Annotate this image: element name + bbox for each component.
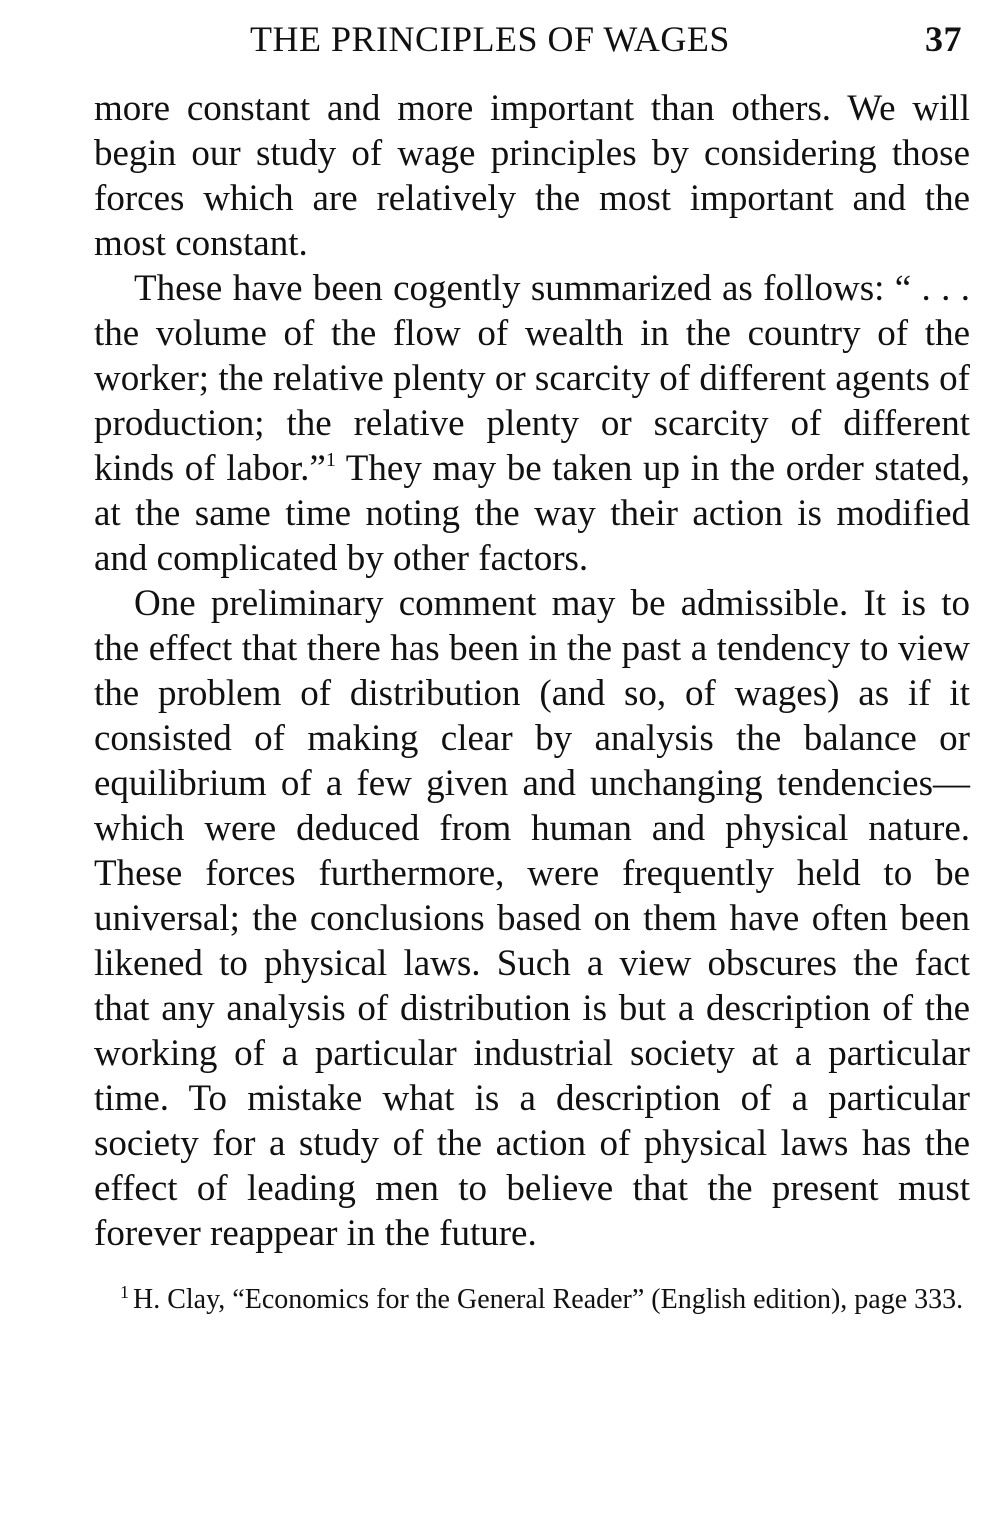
book-page: [94, 14, 970, 1318]
paragraph-continued: more constant and more important than others. We will begin our study of wage principles by considering those forces which are relatively the most important and the most constant.: [94, 88, 970, 264]
paragraph-summary: [94, 266, 970, 581]
footnote-mark: 1: [120, 1282, 129, 1302]
footnote-text: H. Clay, “Economics for the General Reader” (English edition), page 333.: [133, 1284, 964, 1315]
running-head: [94, 14, 970, 64]
footnote: [94, 1282, 970, 1318]
running-title: THE PRINCIPLES OF WAGES: [250, 19, 730, 59]
page-number: 37: [925, 19, 962, 59]
paragraph-summary-text: These have been cogently summarized as follows: “ . . . the volume of the flow of wealth in the country of the worker; the relative plenty or scarcity of different agents of production; the relative plenty or scarcity of different kinds of labor.”: [94, 268, 970, 489]
paragraph-preliminary-comment: One preliminary comment may be admissible. It is to the effect that there has been in the past a tendency to view the problem of distribution (and so, of wages) as if it consisted of making clear by analysis the balance or equilibrium of a few given and unchanging tendencies—which were deduced from human and physical nature. These forces furthermore, were frequently held to be universal; the conclusions based on them have often been likened to physical laws. Such a view obscures the fact that any analysis of distribution is but a description of the working of a particular industrial society at a particular time. To mistake what is a description of a particular society for a study of the action of physical laws has the effect of leading men to believe that the present must forever reappear in the future.: [94, 583, 970, 1254]
paragraph-summary-continued: They may be taken up in the order stated, at the same time noting the way their action is modified and complicated by other factors.: [94, 448, 970, 579]
footnote-reference: 1: [325, 449, 336, 471]
body-text: [94, 86, 970, 1256]
